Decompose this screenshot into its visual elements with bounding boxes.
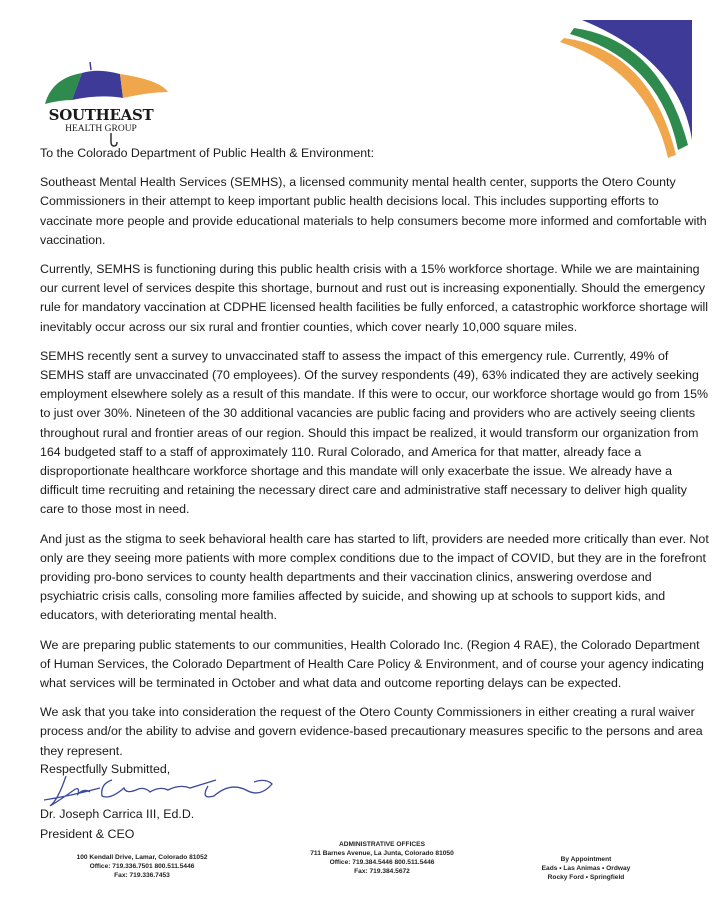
appointment-locations-2: Rocky Ford • Springfield: [547, 874, 625, 881]
paragraph: We ask that you take into consideration the request of the Otero County Commissioners in either creating a rural waiver process and/or the ability to advise and govern evidence-based precautionary measures specific to the persons and area they represent.: [40, 705, 703, 758]
paragraph: Southeast Mental Health Services (SEMHS), a licensed community mental health center, supports the Otero County Commissioners in their attempt to keep important public health decisions local. This includes supporting efforts to vaccinate more people and provide educational materials to help consumers become more informed and comfortable with vaccination.: [40, 175, 707, 247]
admin-address: 711 Barnes Avenue, La Junta, Colorado 81050: [310, 850, 454, 857]
signer-block: [40, 805, 194, 844]
appointment-heading: By Appointment: [560, 856, 612, 863]
lamar-fax: Fax: 719.336.7453: [114, 872, 170, 879]
footer-administrative-offices: [262, 840, 502, 876]
paragraph: Currently, SEMHS is functioning during this public health crisis with a 15% workforce shortage. While we are maintaining our current level of services despite this shortage, burnout and rust out is increasing exponentially. Should the emergency rule for mandatory vaccination at CDPHE licensed health facilities be fully enforced, a catastrophic workforce shortage will inevitably occur across our six rural and frontier counties, which cover nearly 10,000 square miles.: [40, 262, 709, 334]
paragraph: We are preparing public statements to our communities, Health Colorado Inc. (Region 4 RAE), the Colorado Department of Human Services, the Colorado Department of Health Care Policy & Environment, and of course your agency indicating what services will be terminated in October and what data and outcome reporting delays can be expected.: [40, 637, 704, 691]
appointment-locations-1: Eads • Las Animas • Ordway: [541, 865, 631, 872]
footer-appointment-locations: [486, 855, 686, 882]
logo-org-name: SOUTHEAST: [48, 106, 154, 124]
closing: Respectfully Submitted,: [40, 762, 171, 776]
lamar-address: 100 Kendall Drive, Lamar, Colorado 81052: [76, 854, 208, 861]
footer-lamar-office: [52, 853, 232, 880]
admin-phone: Office: 719.384.5446 800.511.5446: [329, 859, 435, 866]
logo-org-subtitle: HEALTH GROUP: [65, 124, 137, 134]
letter-body: [40, 144, 712, 771]
umbrella-icon: [40, 28, 170, 108]
signer-name: Dr. Joseph Carrica III, Ed.D.: [40, 807, 195, 821]
handwritten-signature: [40, 770, 280, 810]
paragraph: And just as the stigma to seek behavioral health care has started to lift, providers are needed more critically than ever. Not only are they seeing more patients with more complex conditions due to the impact of COVID, but they are in the forefront providing pro-bono services to county health departments and their vaccination clinics, answering overdose and psychiatric crisis calls, consoling more families affected by suicide, and showing up at schools to support kids, and educators, with deteriorating mental health.: [40, 531, 709, 623]
lamar-phone: Office: 719.336.7501 800.511.5446: [89, 863, 195, 870]
salutation: To the Colorado Department of Public Health & Environment:: [40, 146, 375, 160]
paragraph: SEMHS recently sent a survey to unvaccinated staff to assess the impact of this emergency rule. Currently, 49% of SEMHS staff are unvaccinated (70 employees). Of the survey respondents (49), 63% indicated they are actively seeking employment elsewhere solely as a result of this mandate. If this were to occur, our workforce shortage would go from 15% to just over 30%. Nineteen of the 30 additional vacancies are public facing and providers who are actively seeing clients throughout rural and frontier areas of our region. Should this impact be realized, it would transform our organization from 164 budgeted staff to a staff of approximately 110. Rural Colorado, and America for that matter, already face a disproportionate healthcare workforce shortage and this mandate will only exacerbate the issue. We already have a difficult time recruiting and retaining the necessary direct care and administrative staff necessary to deliver high quality care to those most in need.: [40, 348, 709, 517]
signer-title: President & CEO: [40, 826, 135, 841]
admin-heading: ADMINISTRATIVE OFFICES: [339, 841, 425, 848]
southeast-health-group-logo: [40, 28, 170, 134]
admin-fax: Fax: 719.384.5672: [354, 868, 410, 875]
